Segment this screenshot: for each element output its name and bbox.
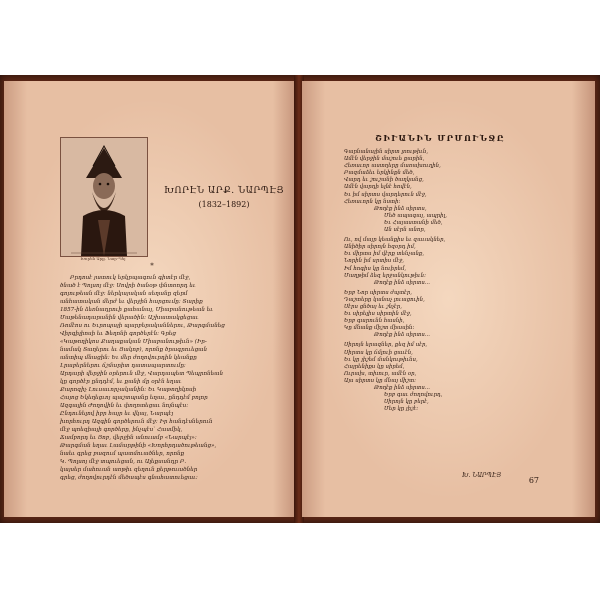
bio-line: Արդարի վերջին օրերուն մէջ, Վարդապետ Պեպրոնեան: [60, 371, 224, 377]
poem-line: Սէրս ցնծայ եւ շնչէր,: [344, 303, 402, 310]
bio-line: Հայոց Եկեղեցւոյ պաշտպանը եղաւ, ընդդէմ բոլոր: [60, 395, 208, 401]
poem-line: Հեռաւոր աստղերը մառախուղին,: [344, 163, 441, 170]
bio-line: անհատական մերժ եւ վերջին հարցումը։ Տարիք: [60, 299, 203, 305]
poem-line: Բազմաձեւ երկինքն մեծ,: [344, 170, 415, 177]
portrait-caption: Խորեն Արք. Նար-Պեյ: [80, 256, 126, 261]
portrait-illustration: [61, 138, 147, 256]
bio-line: «Կաթողիկոս Քաղաքական Միաբանութիւն» (Իր-: [60, 339, 207, 345]
poem-line: Մաղթիմ ձեզ երջանկութիւն։: [344, 272, 426, 279]
bio-line: Վիրգիլիոսի եւ Ֆեղոնի գործերէն: Գրեց: [60, 331, 177, 337]
open-book: [0, 75, 600, 523]
poem-line: Դաշտերը կանաչ լուացուին,: [344, 296, 425, 303]
poem-line: Իմ հոգիս կը նուիրեմ,: [344, 265, 407, 272]
poem-refrain-line: Մեր կը յիշէ։: [384, 406, 419, 413]
poem-line: Ամէն վերջին մաշուե քարին,: [344, 156, 425, 163]
bio-line: Ռոմէոս ու Եւրոպայի պարբերականներու, Թարգմանեց: [60, 323, 225, 329]
poem-line: Այս սիրտս կը մնայ միշտ։: [344, 377, 416, 384]
author-name-heading: ԽՈՐԷՆ ԱՐՔ. ՆԱՐՊԷՅ: [164, 186, 284, 196]
poem-refrain-line: Թողէք ինձ սիրտս...: [374, 279, 430, 286]
bio-line: գրեց, ժողովուրդէն մեծապէս գնահատուեցաւ։: [60, 475, 198, 481]
bio-line: Բրդոսէ յատուկ երկրպագուն գիտէր մէջ,: [70, 275, 191, 281]
poem-line: Նորին իմ սրտիս մէջ,: [344, 258, 404, 265]
poem-refrain-line: Երբ գաւ ժողովուրդ,: [384, 392, 443, 399]
author-biography: [60, 274, 286, 482]
bio-line: Կ. Պոլսոյ մէջ տպուեցան, ու Ալեքսանդր Բ.: [60, 459, 187, 465]
poem-line: Կը մնանք միշտ միասին։: [344, 325, 415, 332]
left-page: [4, 81, 296, 517]
poem-line: Եւ սիրելիս սիրտին մէջ,: [344, 311, 412, 318]
poem-line: Երբ Նոր սիրտս ժպտէր,: [344, 289, 413, 296]
page-number: 67: [528, 476, 539, 485]
poem-line: Անիծիր սիրոյն հզօրդ իմ,: [344, 244, 416, 251]
poem-line: Ուրախ, տխուր, ամէն օր,: [344, 370, 417, 377]
bio-line: անտիպ մնացին։ Եւ մեր ժողովուրդին կեանքը: [60, 355, 197, 361]
poem-refrain-line: Եւ Հայաստանի մեծ,: [384, 219, 443, 226]
poem-line: Երբ գարունն հասնի,: [344, 318, 405, 325]
section-separator: *: [150, 262, 154, 270]
bio-line: Թարգման եղաւ Լամարթինի «Խորհրդածութեանց»,: [60, 443, 217, 449]
poem-line: Ամէն վարդի ելնէ հովէն,: [344, 184, 412, 191]
bio-line: կը գործէր ընդդէմ, եւ քանի մը օրէն եղաւ: [60, 379, 182, 385]
bio-line: գոյութեան մէջ: ներկայական սեղանը զերմ: [60, 291, 188, 297]
poem-line: Եւ իմ սիրտս վարդերուն մէջ,: [344, 191, 427, 198]
bio-line: մէջ պոեզիայի գործերը, ինչպէս՝ Հասմիկ,: [60, 427, 183, 433]
poem-line: Եւ կը յիշեմ մանկութիւնս,: [344, 356, 418, 363]
bio-line: Ազգային Ժողովին եւ փողոտեցաւ նոյնպէս։: [60, 403, 189, 409]
poem-line: Սիրտս կը ճմլուի ցաւէն,: [344, 349, 413, 356]
bio-line: Ճամբորդ եւ Յոբ, վերջին անուամբ «Նարպէյ»:: [60, 435, 197, 441]
bio-line: Լրաբերներու ճշմարիտ դատապարտումը։: [60, 363, 186, 369]
stanza-gap: [344, 413, 544, 416]
poem-line: Ու, ով մայր կեանքիս եւ զաւակներ,: [344, 237, 446, 244]
author-dates: (1832–1892): [198, 200, 250, 209]
bio-line: ծնած է Պոլսոյ մէջ: Սովրի ծանօթ փնտռորդ եւ: [60, 283, 196, 289]
poem-refrain-line: Թողէք ինձ սիրտս,: [374, 205, 427, 212]
poem-line: Հեռաւորն կը նստի։: [344, 198, 401, 205]
bio-line: 1857-ին ձեռնադրուի քահանայ, Միաբանութեան եւ: [60, 307, 213, 313]
poem-refrain-line: Ան սէրն անոր,: [384, 227, 426, 234]
poem-line: Սիրոյն երազներ, քեզ իմ սէր,: [344, 342, 428, 349]
poem-line: Եւ միրտս իմ վէրք տենչանք,: [344, 251, 425, 258]
right-page: [302, 81, 595, 517]
bio-line: Քարոզիչ Լուսաւորչականին: Եւ Կաթողիկոսի: [60, 387, 197, 393]
poem-refrain-line: Թողէք ինձ սիրտս...: [374, 385, 430, 391]
poem-title: ՇԻՒԱՆԻՆ ՄՐՄՈՒՆՋԸ: [375, 133, 505, 143]
bio-line: Ընդունելով իբր հայր եւ վկայ, Նարպէյ: [60, 411, 174, 417]
poem-line: Հայրենիքս կը սիրեմ,: [344, 363, 405, 370]
poem-line: Վարդ եւ շուշանի ծաղկանց,: [344, 177, 424, 184]
bio-line: նաեւ գրեց բազում պատմուածներ, որոնք: [60, 451, 185, 457]
poem-refrain-line: Թողէք ինձ սիրտս...: [374, 332, 430, 339]
poem-body: [344, 149, 544, 416]
bio-line: կայսեր մահուան առթիւ զեղուն քերթուածներ: [60, 467, 198, 473]
bio-line: խորհուրդ Ազգին գործերուն մէջ: Իր հանդէսներուն: [60, 419, 213, 425]
author-portrait: [60, 137, 148, 257]
poem-author-signature: Խ. ՆԱՐՊԷՅ: [462, 472, 502, 479]
poem-refrain-line: Մեծ ապագայ, ապրիլ,: [384, 212, 447, 219]
bio-line: նամակ Տաղերու եւ Յակոբ), որոնք ծրագրուեցան: [60, 347, 208, 353]
bio-line: Մաթենադարանին վերածին։ Աշխատակցեցաւ: [60, 315, 199, 321]
poem-line: Գարնանային սիրտ լռութիւն,: [344, 149, 429, 155]
poem-refrain-line: Սիրոյն կը բերէ,: [384, 399, 429, 406]
